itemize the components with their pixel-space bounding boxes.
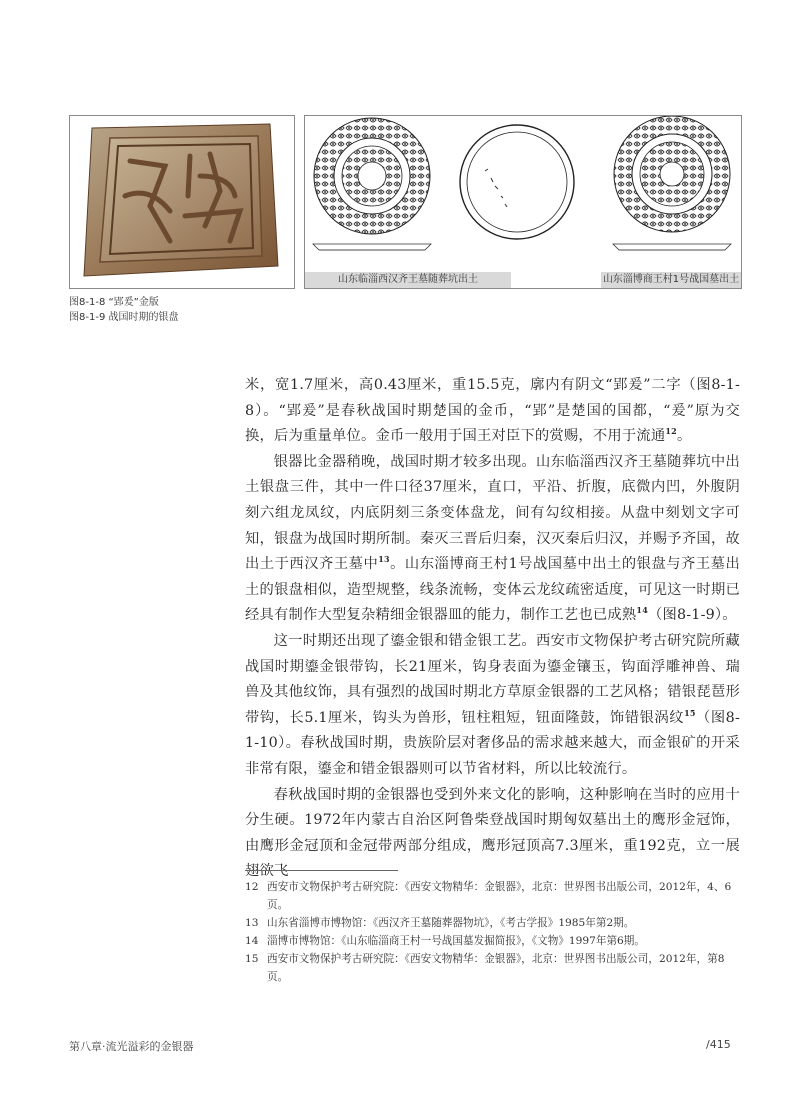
footnote-text: 山东省淄博市博物馆：《西汉齐王墓随葬器物坑》，《考古学报》1985年第2期。 bbox=[267, 917, 635, 929]
body-text bbox=[245, 373, 740, 885]
footnote-ref-12[interactable]: 12 bbox=[665, 426, 677, 437]
footnote-13 bbox=[245, 914, 740, 932]
p2a-text: 银器比金器稍晚，战国时期才较多出现。山东临淄西汉齐王墓随葬坑中出土银盘三件，其中一件口径37厘米，直口，平沿、折腹，底微内凹，外腹阴刻六组龙凤纹，内底阴刻三条变体盘龙，间有勾纹相接。从盘中刻划文字可知，银盘为战国时期所制。秦灭三晋后归秦，汉灭秦后归汉，并赐予齐国，故出土于西汉齐王墓中 bbox=[245, 453, 740, 573]
paragraph-3 bbox=[245, 629, 740, 783]
footnote-number: 15 bbox=[245, 953, 259, 965]
footnote-text: 淄博市博物馆：《山东临淄商王村一号战国墓发掘简报》，《文物》1997年第6期。 bbox=[267, 935, 645, 947]
fig-b-label-right: 山东淄博商王村1号战国墓出土 bbox=[601, 272, 741, 288]
figure-captions bbox=[69, 295, 178, 325]
footnote-number: 14 bbox=[245, 935, 259, 947]
paragraph-2 bbox=[245, 450, 740, 629]
figure-gold-plate bbox=[69, 115, 295, 289]
p1-text: 米，宽1.7厘米，高0.43厘米，重15.5克，廓内有阴文“郢爰”二字（图8-1-8）。“郢爰”是春秋战国时期楚国的金币，“郢”是楚国的国都，“爰”原为交换，后为重量单位。金币一般用于国王对臣下的赏赐，不用于流通 bbox=[245, 377, 740, 445]
paragraph-1 bbox=[245, 373, 740, 450]
footnote-ref-15[interactable]: 15 bbox=[684, 707, 696, 718]
paragraph-4: 春秋战国时期的金银器也受到外来文化的影响，这种影响在当时的应用十分生硬。1972年内蒙古自治区阿鲁柴登战国时期匈奴墓出土的鹰形金冠饰，由鹰形金冠顶和金冠带两部分组成，鹰形冠顶高7.3厘米，重192克，立一展翅欲飞 bbox=[245, 786, 740, 880]
footnote-14 bbox=[245, 932, 740, 950]
footnote-number: 12 bbox=[245, 881, 259, 893]
footnote-ref-13[interactable]: 13 bbox=[378, 554, 390, 565]
figure-silver-plates bbox=[304, 115, 742, 289]
footnote-15 bbox=[245, 950, 740, 986]
running-footer-chapter: 第八章·流光溢彩的金银器 bbox=[69, 1040, 194, 1053]
footnotes bbox=[245, 878, 740, 986]
silver-plates-drawing bbox=[305, 116, 741, 272]
p3a-text: 这一时期还出现了鎏金银和错金银工艺。西安市文物保护考古研究院所藏战国时期鎏金银带钩，长21厘米，钩身表面为鎏金镶玉，钩面浮雕神兽、瑞兽及其他纹饰，具有强烈的战国时期北方草原金银器的工艺风格；错银琵琶形带钩，长5.1厘米，钩头为兽形，钮柱粗短，钮面隆鼓，饰错银涡纹 bbox=[245, 632, 740, 726]
footnote-number: 13 bbox=[245, 917, 259, 929]
p1-end: 。 bbox=[676, 428, 692, 445]
footnote-text: 西安市文物保护考古研究院：《西安文物精华：金银器》，北京：世界图书出版公司，2012年，第8页。 bbox=[267, 953, 725, 983]
p3b-text: （图8-1-10）。春秋战国时期，贵族阶层对奢侈品的需求越来越大，而金银矿的开采非常有限，鎏金和错金银器则可以节省材料，所以比较流行。 bbox=[245, 709, 740, 777]
footnote-ref-14[interactable]: 14 bbox=[636, 605, 648, 616]
fig-a-caption: 图8-1-8 “郢爰”金版 bbox=[69, 297, 159, 308]
footnote-rule bbox=[245, 870, 398, 871]
p2c-text: （图8-1-9）。 bbox=[647, 607, 737, 624]
footnote-12 bbox=[245, 878, 740, 914]
fig-b-label-left: 山东临淄西汉齐王墓随葬坑出土 bbox=[305, 272, 511, 288]
fig-b-caption: 图8-1-9 战国时期的银盘 bbox=[69, 312, 179, 323]
page-number: /415 bbox=[706, 1038, 731, 1051]
gold-plate-photo bbox=[70, 116, 294, 288]
footnote-text: 西安市文物保护考古研究院：《西安文物精华：金银器》，北京：世界图书出版公司，2012年，4、6页。 bbox=[267, 881, 732, 911]
p2b-text: 。山东淄博商王村1号战国墓中出土的银盘与齐王墓出土的银盘相似，造型规整，线条流畅，变体云龙纹疏密适度，可见这一时期已经具有制作大型复杂精细金银器皿的能力，制作工艺也已成熟 bbox=[245, 556, 740, 624]
